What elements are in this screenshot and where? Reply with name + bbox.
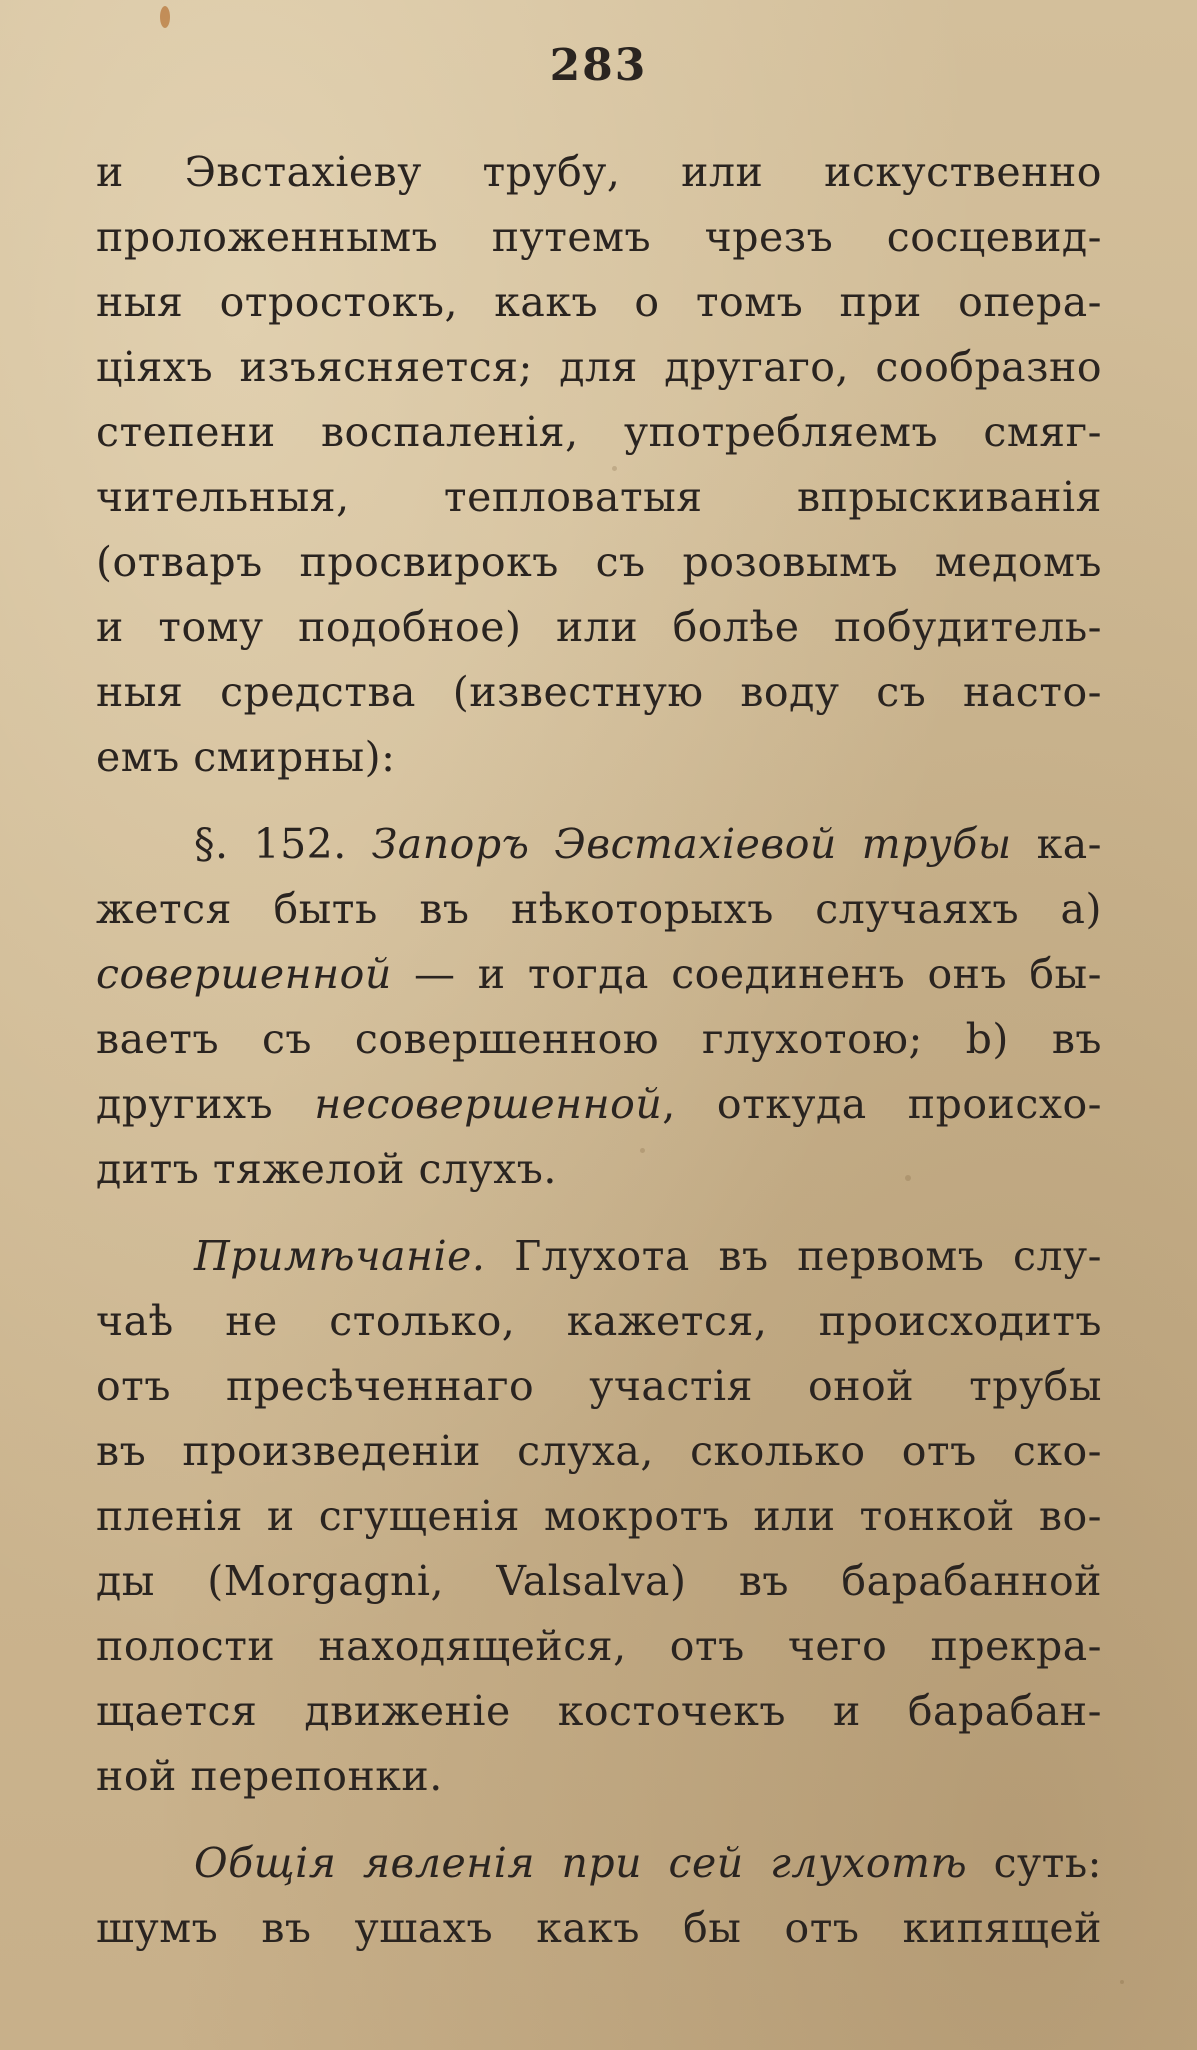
- text-segment: ныя средства (известную воду съ насто-: [96, 668, 1102, 716]
- text-line: [96, 1549, 1102, 1614]
- text-segment: (отваръ просвирокъ съ розовымъ медомъ: [96, 538, 1102, 586]
- text-segment: ка-: [1011, 820, 1103, 868]
- text-segment: ваетъ съ совершенною глухотою; b) въ: [96, 1015, 1102, 1063]
- text-line: [96, 1831, 1102, 1896]
- text-segment: въ произведеніи слуха, сколько отъ ско-: [96, 1427, 1102, 1475]
- text-line: [96, 877, 1102, 942]
- text-segment: полости находящейся, отъ чего прекра-: [96, 1622, 1102, 1670]
- italic-segment: совершенной: [96, 950, 392, 998]
- text-segment: шумъ въ ушахъ какъ бы отъ кипящей: [96, 1904, 1102, 1952]
- text-line: [96, 140, 1102, 205]
- text-line: [96, 595, 1102, 660]
- text-line: [96, 942, 1102, 1007]
- text-segment: — и тогда соединенъ онъ бы-: [391, 950, 1102, 998]
- text-line: [96, 1679, 1102, 1744]
- text-segment: проложеннымъ путемъ чрезъ сосцевид-: [96, 213, 1102, 261]
- text-line: [96, 1137, 1102, 1202]
- text-segment: Глухота въ первомъ слу-: [485, 1232, 1102, 1280]
- italic-segment: Запоръ Эвстахіевой трубы: [371, 820, 1012, 868]
- text-line: [96, 1007, 1102, 1072]
- text-segment: и Эвстахіеву трубу, или искуственно: [96, 148, 1102, 196]
- text-segment: ной перепонки.: [96, 1752, 443, 1800]
- text-segment: суть:: [967, 1839, 1102, 1887]
- paragraph: [96, 1831, 1102, 1961]
- paper-stain: [160, 6, 170, 28]
- text-segment: чительныя, тепловатыя впрыскиванія: [96, 473, 1102, 521]
- text-line: [96, 812, 1102, 877]
- text-line: [96, 725, 1102, 790]
- paper-stain: [1120, 1980, 1124, 1984]
- text-segment: чаѣ не столько, кажется, происходитъ: [96, 1297, 1102, 1345]
- text-line: [96, 335, 1102, 400]
- text-segment: щается движеніе косточекъ и барабан-: [96, 1687, 1102, 1735]
- text-line: [96, 465, 1102, 530]
- text-line: [96, 1614, 1102, 1679]
- text-line: [96, 1484, 1102, 1549]
- text-segment: дитъ тяжелой слухъ.: [96, 1145, 557, 1193]
- text-segment: §. 152.: [194, 820, 372, 868]
- text-line: [96, 1896, 1102, 1961]
- text-line: [96, 270, 1102, 335]
- page-number: 283: [549, 40, 648, 91]
- text-segment: и тому подобное) или болѣе побудитель-: [96, 603, 1102, 651]
- text-segment: жется быть въ нѣкоторыхъ случаяхъ а): [96, 885, 1102, 933]
- paragraph: [96, 1224, 1102, 1809]
- paragraph: [96, 812, 1102, 1202]
- text-segment: другихъ: [96, 1080, 315, 1128]
- text-line: [96, 1224, 1102, 1289]
- italic-segment: несовершенной: [314, 1080, 663, 1128]
- text-line: [96, 400, 1102, 465]
- text-segment: емъ смирны):: [96, 733, 396, 781]
- paragraph: [96, 140, 1102, 790]
- text-line: [96, 1354, 1102, 1419]
- text-segment: степени воспаленія, употребляемъ смяг-: [96, 408, 1102, 456]
- text-segment: ціяхъ изъясняется; для другаго, сообразно: [96, 343, 1102, 391]
- text-line: [96, 1289, 1102, 1354]
- text-line: [96, 1419, 1102, 1484]
- text-line: [96, 1744, 1102, 1809]
- text-segment: ды (Morgagni, Valsalva) въ барабанной: [96, 1557, 1102, 1605]
- text-line: [96, 530, 1102, 595]
- text-line: [96, 1072, 1102, 1137]
- text-segment: , откуда происхо-: [662, 1080, 1103, 1128]
- italic-segment: Общія явленія при сей глухотѣ: [194, 1839, 968, 1887]
- body-text: [96, 140, 1102, 1961]
- text-segment: ныя отростокъ, какъ о томъ при опера-: [96, 278, 1102, 326]
- text-line: [96, 660, 1102, 725]
- italic-segment: Примѣчаніе.: [194, 1232, 486, 1280]
- text-line: [96, 205, 1102, 270]
- text-segment: отъ пресѣченнаго участія оной трубы: [96, 1362, 1102, 1410]
- text-segment: пленія и сгущенія мокротъ или тонкой во-: [96, 1492, 1102, 1540]
